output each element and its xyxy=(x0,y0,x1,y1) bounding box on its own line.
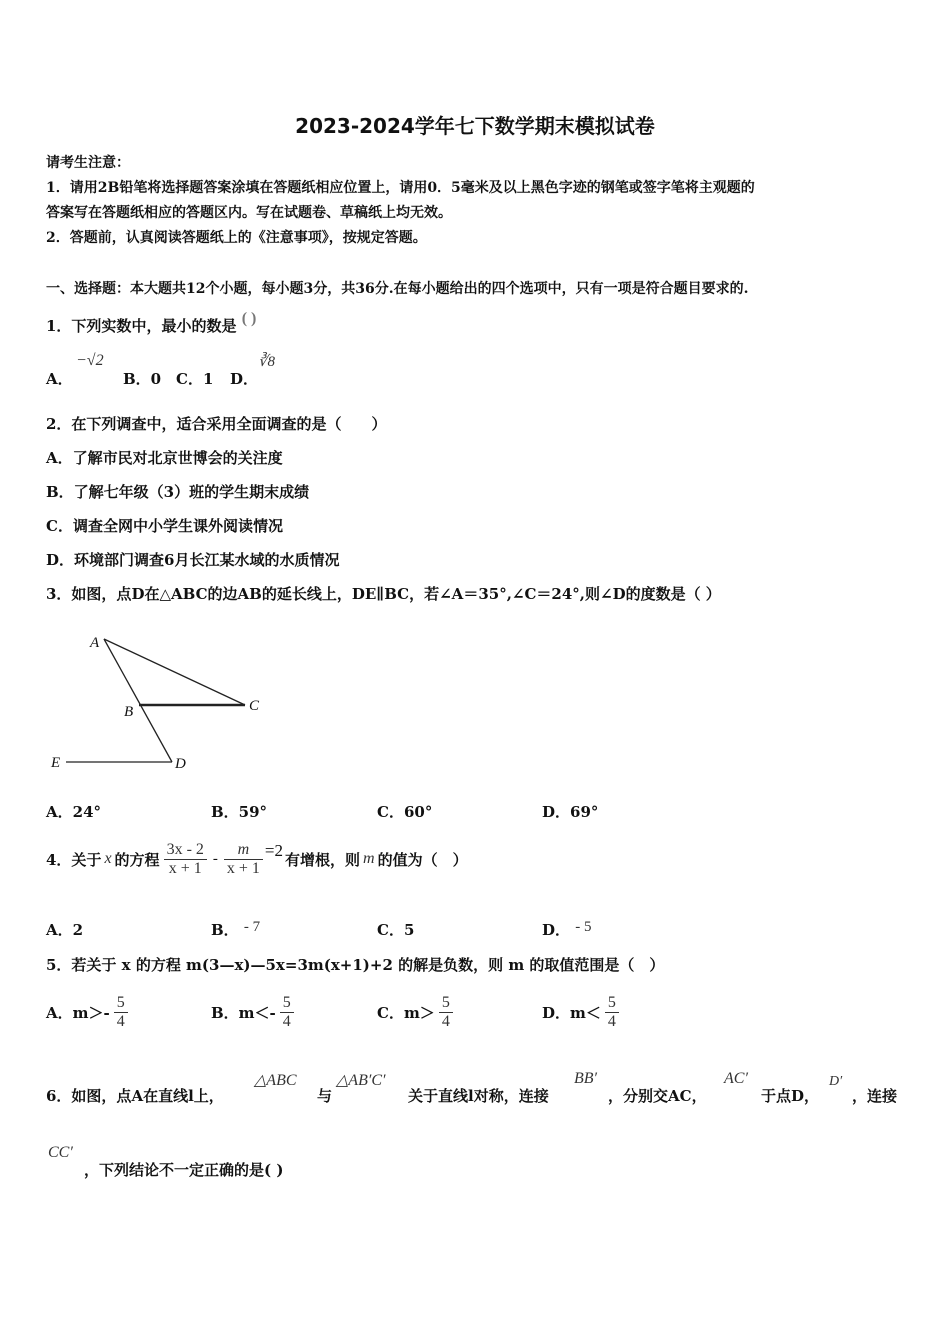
q4-equals: =2 xyxy=(264,841,284,860)
q4-option-c: C．5 xyxy=(377,921,415,939)
q5-option-c-num: 5 xyxy=(441,993,450,1011)
q5-option-d-den: 4 xyxy=(607,1012,616,1030)
q5-option-b-fraction xyxy=(280,994,294,1031)
q4-option-a: A．2 xyxy=(46,921,84,939)
q3-option-c: C．60° xyxy=(377,803,433,821)
q1-option-c: C．1 xyxy=(176,370,214,388)
q6-point-d-prime: D′ xyxy=(829,1074,843,1089)
q4-frac1-num: 3x - 2 xyxy=(166,840,204,858)
q5-option-c-den: 4 xyxy=(441,1012,450,1030)
q6-stem-1: 6．如图，点A在直线l上， xyxy=(46,1087,224,1105)
label-e: E xyxy=(51,755,61,771)
q5-option-a-den: 4 xyxy=(116,1012,125,1030)
q4-option-b-value: - 7 xyxy=(243,919,261,935)
q5-option-b-den: 4 xyxy=(282,1012,291,1030)
q6-text-3: ，分别交AC， xyxy=(608,1087,707,1105)
q5-option-a-fraction xyxy=(114,994,128,1031)
q1-stem-text: 1．下列实数中，最小的数是 xyxy=(46,317,237,335)
line-ad xyxy=(104,639,172,762)
q6-triangle-abc-prime: △AB′C′ xyxy=(336,1072,386,1089)
q2-option-a: A．了解市民对北京世博会的关注度 xyxy=(46,449,283,467)
q5-stem: 5．若关于 x 的方程 m(3—x)—5x=3m(x+1)+2 的解是负数，则 m 的取值范围是（ ） xyxy=(46,956,665,974)
q1-stem xyxy=(46,310,257,336)
q5-option-b-label: B．m＜- xyxy=(211,1003,276,1022)
q5-option-a-label: A．m＞- xyxy=(46,1003,110,1022)
q4-frac1-den: x + 1 xyxy=(168,859,202,877)
q3-option-b: B．59° xyxy=(211,803,268,821)
q6-text-4: 于点D， xyxy=(761,1087,820,1105)
label-d: D xyxy=(175,756,186,772)
q1-options xyxy=(46,352,346,392)
q4-var-x: x xyxy=(104,850,112,867)
q5-option-d-num: 5 xyxy=(607,993,616,1011)
q4-option-d-label: D． xyxy=(542,921,571,939)
q5-option-d-label: D．m＜ xyxy=(542,1003,601,1022)
notice-line-1b: 答案写在答题纸相应的答题区内。写在试题卷、草稿纸上均无效。 xyxy=(46,205,452,221)
q2-stem: 2．在下列调查中，适合采用全面调查的是（ ） xyxy=(46,415,387,433)
notice-line-2: 2．答题前，认真阅读答题纸上的《注意事项》，按规定答题。 xyxy=(46,230,427,246)
q1-option-d-math: ∛8 xyxy=(258,354,276,370)
notice-heading: 请考生注意： xyxy=(46,155,130,171)
q5-option-d-fraction xyxy=(605,994,619,1031)
q2-option-c: C．调查全网中小学生课外阅读情况 xyxy=(46,517,283,535)
q5-option-c xyxy=(377,988,453,1036)
q1-option-d-label: D． xyxy=(230,370,259,388)
q6-text-6: ，下列结论不一定正确的是( ) xyxy=(84,1161,284,1179)
q4-stem-pre: 4．关于 xyxy=(46,850,102,869)
q4-minus: - xyxy=(212,850,218,867)
q2-option-d: D．环境部门调查6月长江某水域的水质情况 xyxy=(46,551,340,569)
q4-frac2-num: m xyxy=(237,840,250,858)
q4-option-d-value: - 5 xyxy=(575,919,592,935)
q1-answer-blank: ( ) xyxy=(241,310,257,327)
q2-option-b: B．了解七年级（3）班的学生期末成绩 xyxy=(46,483,310,501)
line-ac xyxy=(104,639,245,705)
q4-stem xyxy=(46,834,468,884)
q5-option-a xyxy=(46,988,128,1036)
page-title: 2023-2024学年七下数学期末模拟试卷 xyxy=(295,114,655,138)
q4-option-d xyxy=(542,919,592,940)
q4-stem-mid: 的方程 xyxy=(114,850,160,869)
q6-segment-bb: BB′ xyxy=(574,1070,598,1087)
q6-triangle-abc: △ABC xyxy=(254,1072,297,1089)
q4-option-b-label: B． xyxy=(211,921,239,939)
q4-stem-post1: 有增根，则 xyxy=(285,850,361,869)
q3-stem: 3．如图，点D在△ABC的边AB的延长线上，DE∥BC，若∠A＝35°,∠C＝24°,则∠D的度数是（ ） xyxy=(46,585,721,603)
q1-option-a-math: −√2 xyxy=(76,352,104,369)
q5-option-b xyxy=(211,988,294,1036)
q3-option-a: A．24° xyxy=(46,803,102,821)
q1-option-a-label: A． xyxy=(46,370,73,388)
q5-option-d xyxy=(542,988,619,1036)
q5-option-c-label: C．m＞ xyxy=(377,1003,435,1022)
q6-segment-ac: AC′ xyxy=(724,1070,748,1087)
q4-fraction-2 xyxy=(224,841,263,878)
notice-line-1: 1．请用2B铅笔将选择题答案涂填在答题纸相应位置上，请用0．5毫米及以上黑色字迹的钢笔或签字笔将主观题的 xyxy=(46,180,755,196)
q6-segment-cc: CC′ xyxy=(48,1144,73,1161)
q5-option-c-fraction xyxy=(439,994,453,1031)
label-b: B xyxy=(124,704,134,720)
q1-option-b: B．0 xyxy=(123,370,162,388)
q5-option-b-num: 5 xyxy=(282,993,291,1011)
q6-with: 与 xyxy=(317,1087,333,1105)
q5-option-a-num: 5 xyxy=(116,993,125,1011)
q6-text-2: 关于直线l对称，连接 xyxy=(408,1087,549,1105)
q6-text-5: ，连接 xyxy=(852,1087,898,1105)
label-a: A xyxy=(90,635,100,651)
q6-stem-line-2 xyxy=(46,1142,446,1182)
q4-option-b xyxy=(211,919,260,940)
q4-stem-post2: 的值为（ ） xyxy=(377,850,468,869)
q3-triangle-figure xyxy=(40,625,280,780)
label-c: C xyxy=(249,698,260,714)
q4-fraction-1 xyxy=(164,841,207,878)
section-heading: 一、选择题：本大题共12个小题，每小题3分，共36分.在每小题给出的四个选项中，只有一项是符合题目要求的. xyxy=(46,281,749,297)
q6-stem-line-1 xyxy=(46,1068,916,1108)
q4-frac2-den: x + 1 xyxy=(226,859,260,877)
q3-option-d: D．69° xyxy=(542,803,599,821)
q4-var-m: m xyxy=(363,850,375,867)
